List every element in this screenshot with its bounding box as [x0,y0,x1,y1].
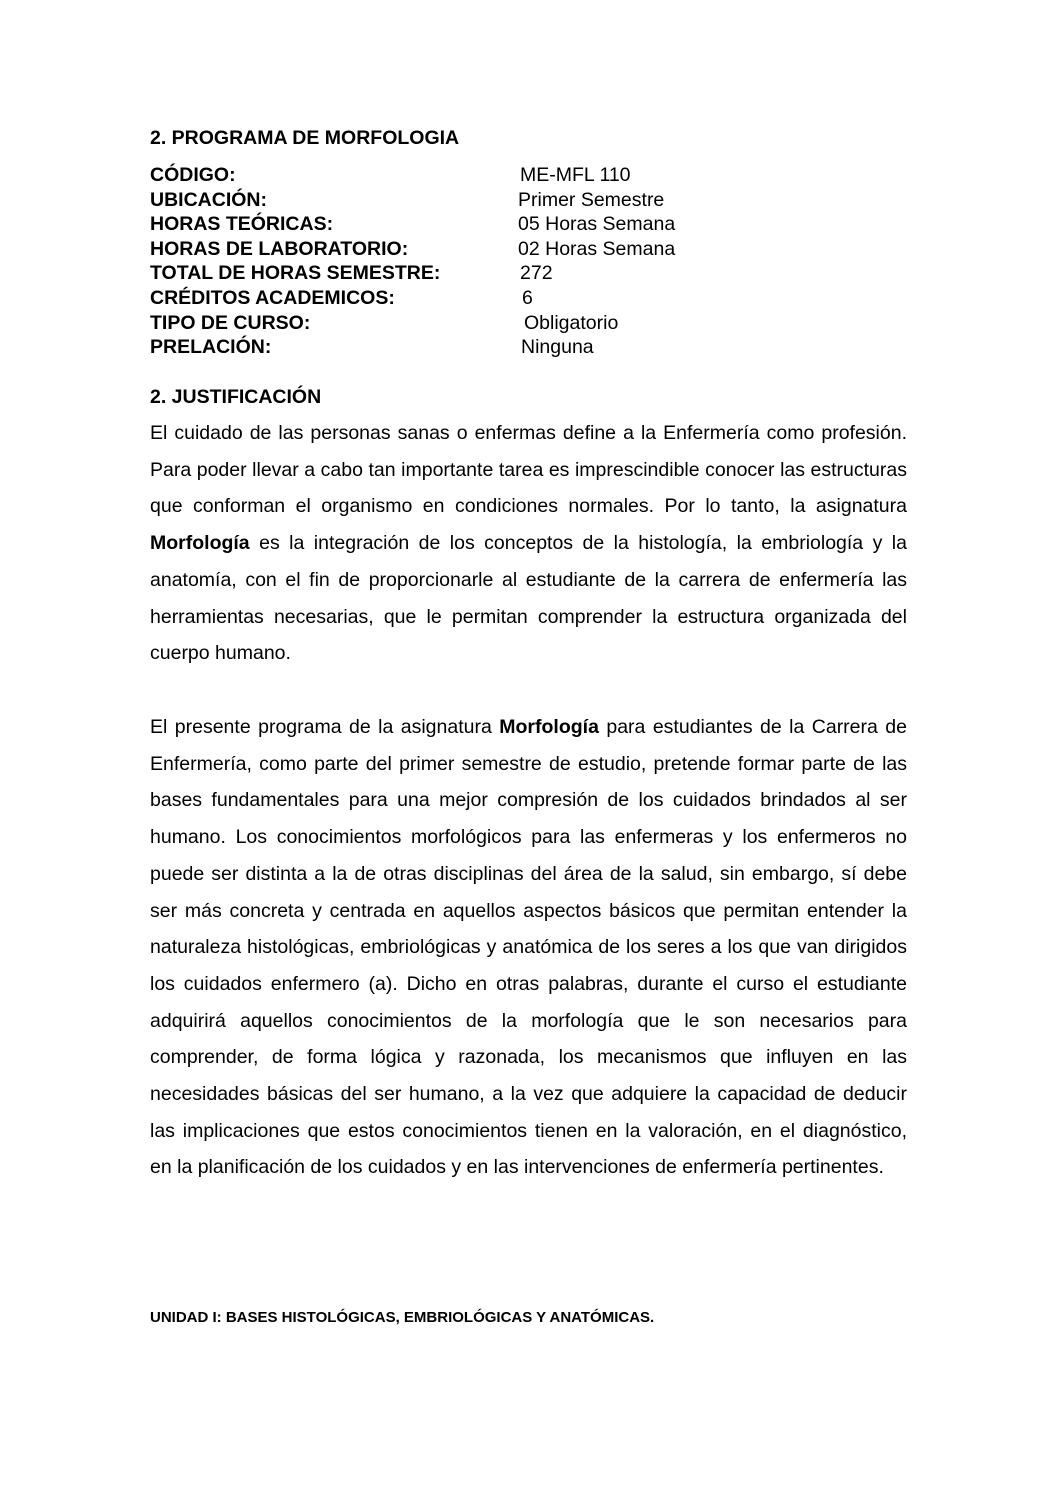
paragraph-text: para estudiantes de la Carrera de Enfermería, como parte del primer semestre de estudio, pretende formar parte de las bases fundamentales para una mejor compresión de los cuidados brindados al ser humano. Los conocimientos morfológicos para las enfermeras y los enfermeros no puede ser distinta a la de otras disciplinas del área de la salud, sin embargo, sí debe ser más concreta y centrada en aquellos aspectos básicos que permitan entender la naturaleza histológicas, embriológicas y anatómica de los seres a los que van dirigidos los cuidados enfermero (a). Dicho en otras palabras, durante el curso el estudiante adquirirá aquellos conocimientos de la morfología que le son necesarios para comprender, de forma lógica y razonada, los mecanismos que influyen en las necesidades básicas del ser humano, a la vez que adquiere la capacidad de deducir las implicaciones que estos conocimientos tienen en la valoración, en el diagnóstico, en la planificación de los cuidados y en las intervenciones de enfermería pertinentes. [150,716,907,1179]
info-value: 05 Horas Semana [518,213,676,236]
justification-heading: 2. JUSTIFICACIÓN [150,386,322,408]
info-value: Primer Semestre [518,188,665,211]
paragraph-bold-text: Morfología [499,716,599,738]
info-label: HORAS TEÓRICAS: [150,213,334,236]
info-row-ubicacion [150,188,750,213]
unit-heading: UNIDAD I: BASES HISTOLÓGICAS, EMBRIOLÓGICAS Y ANATÓMICAS. [150,1309,655,1326]
info-row-prelacion [150,335,750,360]
info-label: CÓDIGO: [150,164,236,186]
info-value: Obligatorio [524,311,619,334]
info-row-total-horas [150,261,750,286]
info-row-horas-teoricas [150,212,750,237]
paragraph-text: El presente programa de la asignatura [150,716,500,738]
info-label: CRÉDITOS ACADEMICOS: [150,286,395,309]
paragraph-text: El cuidado de las personas sanas o enfermas define a la Enfermería como profesión. Para poder llevar a cabo tan importante tarea es imprescindible conocer las estructuras que conforman el organismo en condiciones normales. Por lo tanto, la asignatura [150,422,907,518]
info-label: UBICACIÓN: [150,188,267,211]
paragraph-text: es la integración de los conceptos de la histología, la embriología y la anatomía, con el fin de proporcionarle al estudiante de la carrera de enfermería las herramientas necesarias, que le permitan comprender la estructura organizada del cuerpo humano. [150,532,907,665]
program-title: 2. PROGRAMA DE MORFOLOGIA [150,127,460,149]
justification-paragraph-1 [150,415,907,672]
info-value: Ninguna [521,336,594,359]
course-info-table [150,163,750,360]
info-label: HORAS DE LABORATORIO: [150,237,409,260]
info-value: 6 [522,286,533,309]
info-value: ME-MFL 110 [520,164,631,186]
paragraph-bold-text: Morfología [150,532,250,555]
info-row-horas-laboratorio [150,237,750,262]
info-row-tipo-curso [150,311,750,336]
info-label: TIPO DE CURSO: [150,311,311,334]
info-value: 272 [520,262,553,285]
info-label: TOTAL DE HORAS SEMESTRE: [150,262,441,285]
info-row-codigo [150,163,750,188]
info-label: PRELACIÓN: [150,336,272,359]
info-row-creditos [150,286,750,311]
info-value: 02 Horas Semana [518,237,676,260]
justification-paragraph-2 [150,709,907,1186]
